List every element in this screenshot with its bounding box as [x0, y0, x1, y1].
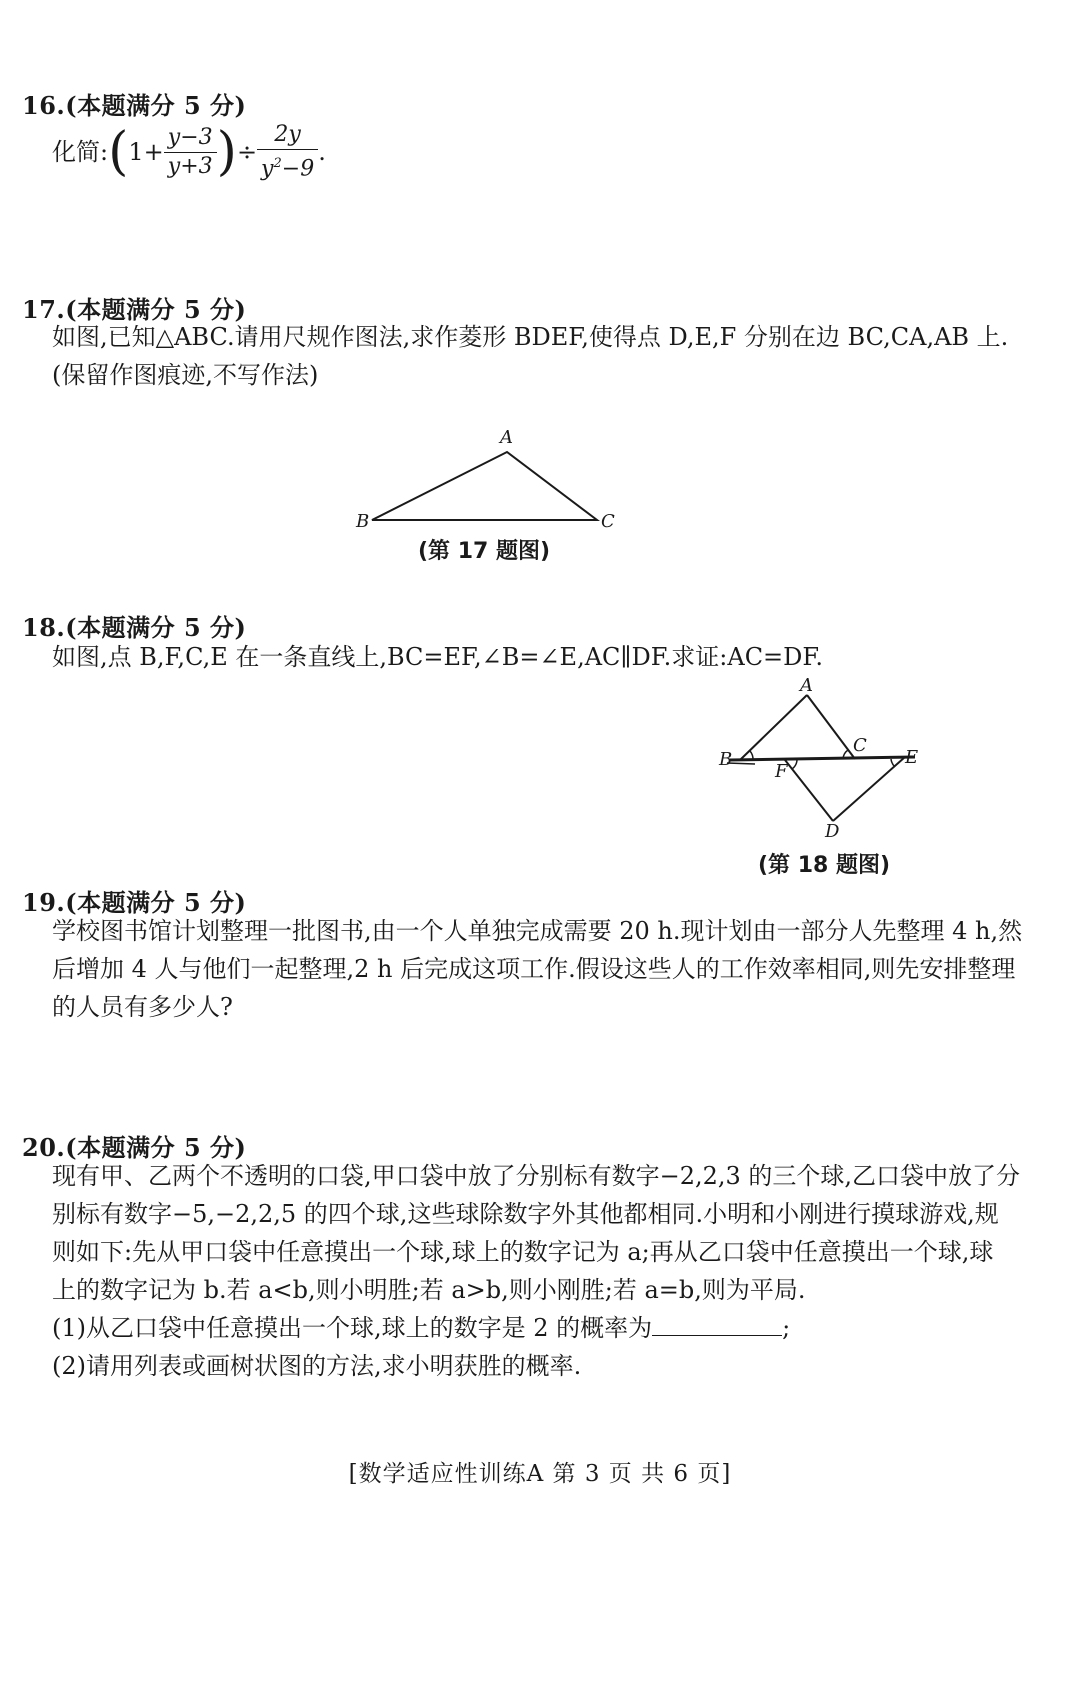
q16-fraction-1	[164, 124, 217, 181]
q19-line-1: 学校图书馆计划整理一批图书,由一个人单独完成需要 20 h.现计划由一部分人先整理 4 h,然	[52, 917, 1023, 945]
q16-den2-rest: −9	[281, 156, 315, 182]
q18-label-c: C	[853, 735, 867, 756]
q20-part-2: (2)请用列表或画树状图的方法,求小明获胜的概率.	[52, 1352, 582, 1380]
q20-answer-blank[interactable]	[652, 1311, 782, 1336]
q17-header: 17.(本题满分 5 分)	[22, 295, 247, 324]
q16-den1: y+3	[167, 153, 213, 179]
q16-left-paren: (	[108, 122, 129, 182]
q18-label-d: D	[825, 821, 840, 840]
q20-line-2: 别标有数字−5,−2,2,5 的四个球,这些球除数字外其他都相同.小明和小刚进行摸球游戏,规	[52, 1200, 999, 1228]
q18-angle-f-mark	[792, 760, 797, 769]
q20-header: 20.(本题满分 5 分)	[22, 1133, 247, 1162]
q20-line-4: 上的数字记为 b.若 a<b,则小明胜;若 a>b,则小刚胜;若 a=b,则为平局.	[52, 1276, 806, 1304]
q19-line-3: 的人员有多少人?	[52, 993, 233, 1021]
q16-expression	[52, 112, 326, 192]
q20-line-1: 现有甲、乙两个不透明的口袋,甲口袋中放了分别标有数字−2,2,3 的三个球,乙口袋中放了分	[52, 1162, 1021, 1190]
q20-part-1	[52, 1309, 1062, 1347]
q16-fraction-2	[257, 121, 318, 183]
q18-label-b: B	[719, 749, 733, 770]
q18-header: 18.(本题满分 5 分)	[22, 613, 247, 642]
q16-den2-base: y	[261, 156, 274, 182]
q17-triangle-abc	[372, 452, 597, 520]
page-footer: [数学适应性训练A 第 3 页 共 6 页]	[348, 1461, 732, 1487]
q20-line-3: 则如下:先从甲口袋中任意摸出一个球,球上的数字记为 a;再从乙口袋中任意摸出一个球,球	[52, 1238, 994, 1266]
q17-label-a: A	[500, 427, 513, 448]
q16-right-paren: )	[216, 122, 237, 182]
q18-line-1: 如图,点 B,F,C,E 在一条直线上,BC=EF,∠B=∠E,AC∥DF.求证:AC=DF.	[52, 643, 823, 671]
q18-label-a: A	[800, 675, 813, 696]
q18-line-be	[730, 757, 915, 760]
q16-period: .	[318, 138, 326, 166]
q16-num2: 2y	[257, 121, 318, 150]
q20-part-1-text: (1)从乙口袋中任意摸出一个球,球上的数字是 2 的概率为	[52, 1314, 653, 1342]
q18-body	[52, 638, 1062, 676]
q18-caption: (第 18 题图)	[758, 853, 891, 878]
q17-caption: (第 17 题图)	[418, 539, 551, 564]
q16-divide: ÷	[236, 138, 258, 166]
q17-triangle-figure	[340, 425, 640, 535]
q16-den2	[257, 150, 318, 183]
q18-angle-e-mark	[891, 759, 895, 767]
q18-label-e: E	[905, 747, 919, 768]
q16-den2-exp: 2	[273, 155, 282, 171]
q16-prompt: 化简:	[52, 138, 109, 166]
q17-label-c: C	[601, 511, 615, 532]
q17-line-2: (保留作图痕迹,不写作法)	[52, 361, 319, 389]
q19-header: 19.(本题满分 5 分)	[22, 888, 247, 917]
q17-body	[52, 318, 1062, 394]
q16-one-plus: 1+	[128, 138, 164, 166]
q20-body	[52, 1157, 1062, 1385]
q20-part-1-end: ;	[782, 1314, 791, 1342]
q18-label-f: F	[775, 761, 788, 782]
q19-body	[52, 912, 1062, 1026]
q16-header: 16.(本题满分 5 分)	[22, 91, 247, 120]
q17-line-1: 如图,已知△ABC.请用尺规作图法,求作菱形 BDEF,使得点 D,E,F 分别在边 BC,CA,AB 上.	[52, 323, 1009, 351]
q16-num1: y−3	[164, 124, 217, 153]
q17-label-b: B	[356, 511, 370, 532]
q18-figure	[715, 675, 935, 840]
q18-segment-ab	[740, 695, 807, 760]
q19-line-2: 后增加 4 人与他们一起整理,2 h 后完成这项工作.假设这些人的工作效率相同,则先安排整理	[52, 955, 1016, 983]
q18-segment-ac	[807, 695, 855, 759]
